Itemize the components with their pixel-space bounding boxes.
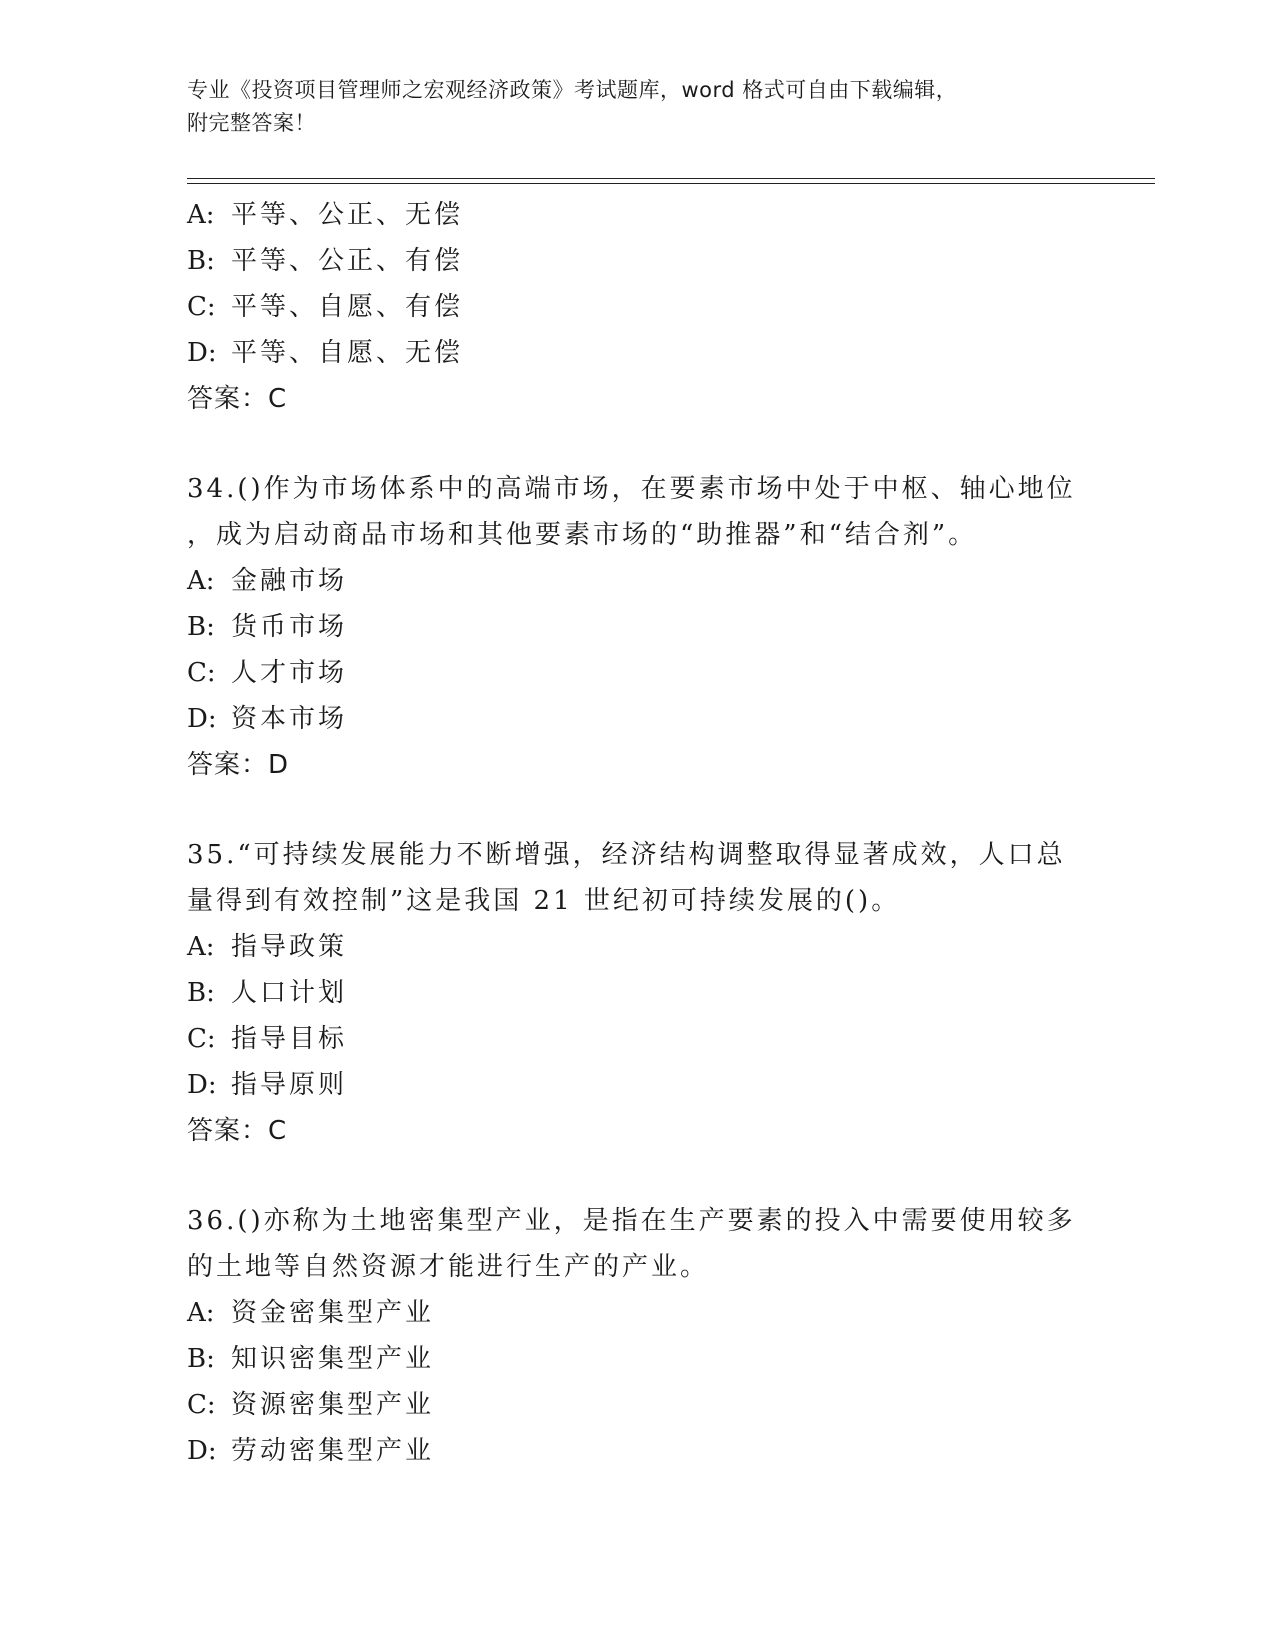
question-block-35 [187,832,1087,1154]
option-text: 货币市场 [231,612,348,642]
option-letter: B: [187,1344,215,1374]
option-text: 平等、公正、无偿 [231,200,464,230]
option-letter: D: [187,1436,217,1466]
option-letter: D: [187,704,217,734]
option-d [187,1062,1087,1108]
option-b [187,604,1087,650]
block-spacer [187,1154,1087,1198]
option-c [187,284,1087,330]
option-c [187,1382,1087,1428]
block-spacer [187,422,1087,466]
option-a [187,1290,1087,1336]
answer-line: 答案：C [187,1116,288,1146]
option-text: 知识密集型产业 [231,1344,435,1374]
question-text-line: 35.“可持续发展能力不断增强，经济结构调整取得显著成效，人口总 [187,840,1066,870]
option-text: 平等、自愿、无偿 [231,338,464,368]
option-text: 指导目标 [231,1024,348,1054]
option-letter: C: [187,292,216,322]
option-text: 人才市场 [231,658,348,688]
option-a [187,192,1087,238]
option-letter: A: [187,932,215,962]
option-letter: A: [187,200,215,230]
answer-line: 答案：D [187,750,290,780]
option-a [187,558,1087,604]
question-text-line: 36.()亦称为土地密集型产业，是指在生产要素的投入中需要使用较多 [187,1206,1076,1236]
block-spacer [187,788,1087,832]
question-text-line: ，成为启动商品市场和其他要素市场的“助推器”和“结合剂”。 [187,520,978,550]
option-c [187,650,1087,696]
option-text: 资本市场 [231,704,348,734]
option-letter: D: [187,1070,217,1100]
option-text: 劳动密集型产业 [231,1436,435,1466]
option-a [187,924,1087,970]
option-letter: B: [187,246,215,276]
option-letter: C: [187,1024,216,1054]
header-rule-top [187,178,1155,179]
question-text-line: 34.()作为市场体系中的高端市场，在要素市场中处于中枢、轴心地位 [187,474,1076,504]
question-text-line: 量得到有效控制”这是我国 21 世纪初可持续发展的()。 [187,886,901,916]
option-text: 金融市场 [231,566,348,596]
option-text: 平等、公正、有偿 [231,246,464,276]
option-b [187,1336,1087,1382]
option-text: 指导政策 [231,932,348,962]
option-b [187,970,1087,1016]
option-text: 资源密集型产业 [231,1390,435,1420]
option-letter: A: [187,1298,215,1328]
header-line-1: 专业《投资项目管理师之宏观经济政策》考试题库，word 格式可自由下载编辑， [187,78,958,102]
option-text: 指导原则 [231,1070,348,1100]
option-b [187,238,1087,284]
question-text-line: 的土地等自然资源才能进行生产的产业。 [187,1252,710,1282]
question-block-33 [187,192,1087,422]
option-d [187,330,1087,376]
option-letter: B: [187,612,215,642]
option-d [187,1428,1087,1474]
option-c [187,1016,1087,1062]
header-rule-bottom [187,183,1155,184]
option-d [187,696,1087,742]
question-block-36 [187,1198,1087,1474]
option-letter: C: [187,1390,216,1420]
answer-line: 答案：C [187,384,288,414]
header-line-2: 附完整答案！ [187,111,316,135]
option-text: 人口计划 [231,978,348,1008]
option-letter: B: [187,978,215,1008]
option-letter: A: [187,566,215,596]
document-header [187,74,1087,140]
option-text: 平等、自愿、有偿 [231,292,464,322]
question-block-34 [187,466,1087,788]
question-list [187,192,1087,1474]
option-letter: D: [187,338,217,368]
option-letter: C: [187,658,216,688]
option-text: 资金密集型产业 [231,1298,435,1328]
